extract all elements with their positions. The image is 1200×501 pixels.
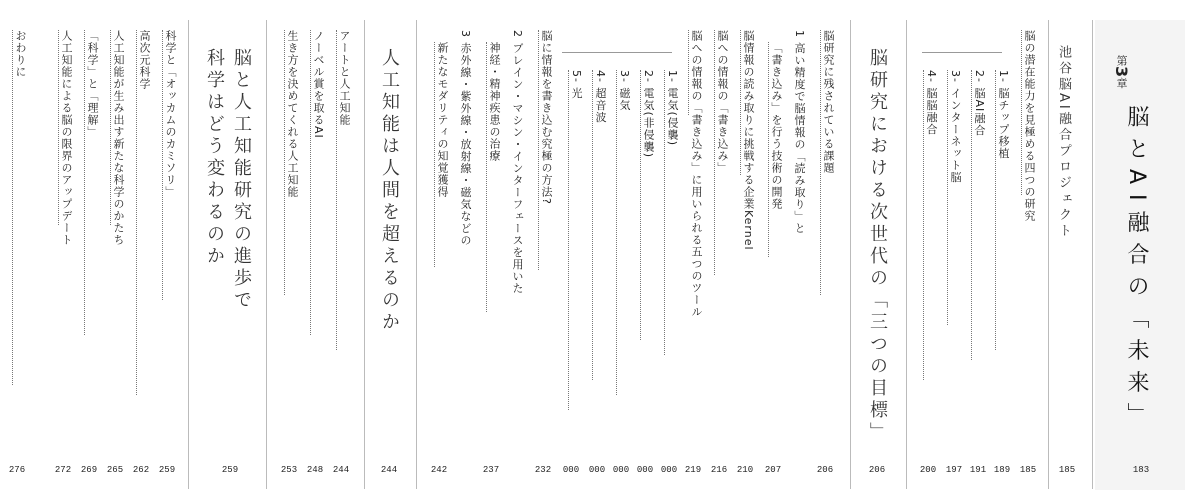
entry-text: 1- 脳チップ移植: [997, 70, 1010, 160]
chapter-page: 183: [1132, 465, 1150, 475]
toc-entry[interactable]: [592, 70, 606, 380]
entry-text: おわりに: [14, 30, 27, 78]
toc-entry[interactable]: [460, 30, 471, 247]
toc-entry[interactable]: [110, 30, 124, 246]
entry-page: 216: [710, 465, 728, 475]
list-divider: [922, 52, 1002, 53]
entry-page: 262: [132, 465, 150, 475]
toc-entry[interactable]: [995, 70, 1009, 350]
toc-entry[interactable]: [794, 30, 805, 235]
toc-entry[interactable]: [740, 30, 754, 251]
entry-page: 237: [482, 465, 500, 475]
divider: [906, 20, 907, 489]
entry-page: 000: [612, 465, 630, 475]
toc-entry[interactable]: [512, 30, 523, 295]
entry-page: 253: [280, 465, 298, 475]
toc-entry[interactable]: [310, 30, 324, 335]
entry-text: 3- インターネット脳: [949, 70, 962, 184]
chapter-title: 脳とAI融合の「未来」: [1124, 105, 1149, 435]
entry-text: アートと人工知能: [338, 30, 351, 126]
divider: [850, 20, 851, 489]
entry-text: 脳への情報の「書き込み」: [716, 30, 729, 174]
entry-text: 「科学」と「理解」: [86, 30, 99, 138]
entry-page: 210: [736, 465, 754, 475]
list-divider: [562, 52, 672, 53]
entry-text: 3- 磁気: [618, 70, 631, 112]
entry-page: 197: [945, 465, 963, 475]
entry-page: 000: [588, 465, 606, 475]
entry-text: 人工知能による脳の限界のアップデート: [60, 30, 73, 246]
entry-page: 276: [8, 465, 26, 475]
entry-text: 「書き込み」を行う技術の開発: [770, 42, 783, 210]
entry-text: 5- 光: [570, 70, 583, 100]
part-title: 脳研究における次世代の「三つの目標」: [867, 48, 888, 444]
divider: [266, 20, 267, 489]
toc-entry[interactable]: [768, 42, 782, 257]
entry-text: 生き方を決めてくれる人工知能: [286, 30, 299, 198]
entry-text: 脳に情報を書き込む究極の方法?: [540, 30, 553, 205]
entry-page: 206: [816, 465, 834, 475]
entry-page: 219: [684, 465, 702, 475]
toc-entry[interactable]: [568, 70, 582, 410]
entry-text: 2 ブレイン・マシン・インターフェースを用いた: [511, 30, 524, 295]
entry-page: 185: [1019, 465, 1037, 475]
part-title-line-1: 脳と人工知能研究の進歩で: [231, 48, 252, 312]
entry-page: 232: [534, 465, 552, 475]
divider: [416, 20, 417, 489]
toc-entry[interactable]: [12, 30, 26, 385]
entry-page: 191: [969, 465, 987, 475]
entry-text: 高次元科学: [138, 30, 151, 90]
toc-entry[interactable]: [538, 30, 552, 270]
toc-entry[interactable]: [947, 70, 961, 325]
chapter-label-prefix: 第: [1115, 55, 1128, 66]
entry-page: 189: [993, 465, 1011, 475]
toc-entry[interactable]: [640, 70, 654, 340]
toc-entry[interactable]: [971, 70, 985, 360]
part-page: 259: [221, 465, 239, 475]
entry-page: 259: [158, 465, 176, 475]
entry-text: 1- 電気(侵襲): [666, 70, 679, 147]
entry-text: ノーベル賞を取るAI: [312, 30, 325, 139]
entry-text: 2- 脳AI融合: [973, 70, 986, 137]
entry-text: 新たなモダリティの知覚獲得: [436, 42, 449, 198]
entry-page: 207: [764, 465, 782, 475]
entry-text: 脳情報の読み取りに挑戦する企業Kernel: [742, 30, 755, 251]
divider: [364, 20, 365, 489]
entry-text: 脳研究に残されている課題: [822, 30, 835, 174]
entry-page: 242: [430, 465, 448, 475]
leader-dots: [12, 30, 15, 385]
toc-entry[interactable]: [136, 30, 150, 395]
toc-entry[interactable]: [486, 42, 500, 312]
part-page: 244: [380, 465, 398, 475]
toc-entry[interactable]: [434, 42, 448, 267]
entry-page: 272: [54, 465, 72, 475]
entry-text: 科学と「オッカムのカミソリ」: [164, 30, 177, 198]
entry-text: 人工知能が生み出す新たな科学のかたち: [112, 30, 125, 246]
toc-entry[interactable]: [820, 30, 834, 295]
project-title: 池谷脳AI融合プロジェクト: [1056, 45, 1071, 240]
entry-page: 244: [332, 465, 350, 475]
chapter-label: [1113, 55, 1129, 88]
entry-text: 脳への情報の「書き込み」に用いられる五つのツール: [690, 30, 703, 318]
toc-entry[interactable]: [84, 30, 98, 335]
divider: [188, 20, 189, 489]
divider: [1048, 20, 1049, 489]
divider: [1092, 20, 1093, 489]
entry-text: 1 高い精度で脳情報の「読み取り」と: [793, 30, 806, 235]
entry-page: 269: [80, 465, 98, 475]
part-title: 人工知能は人間を超えるのか: [379, 48, 400, 334]
toc-entry[interactable]: [58, 30, 72, 246]
entry-page: 000: [562, 465, 580, 475]
toc-entry[interactable]: [714, 30, 728, 275]
chapter-number: 3: [1112, 66, 1131, 78]
project-page: 185: [1058, 465, 1076, 475]
leader-dots: [568, 70, 571, 410]
entry-page: 265: [106, 465, 124, 475]
entry-text: 4- 脳脳融合: [925, 70, 938, 136]
part-page: 206: [868, 465, 886, 475]
leader-dots: [616, 70, 619, 395]
entry-page: 000: [660, 465, 678, 475]
toc-entry[interactable]: [284, 30, 298, 295]
toc-entry[interactable]: [336, 30, 350, 350]
entry-page: 200: [919, 465, 937, 475]
part-title-line-2: 科学はどう変わるのか: [204, 48, 225, 268]
entry-text: 2- 電気(非侵襲): [642, 70, 655, 159]
toc-entry[interactable]: [923, 70, 937, 380]
entry-text: 3 赤外線・紫外線・放射線・磁気などの: [459, 30, 472, 247]
entry-text: 脳の潜在能力を見極める四つの研究: [1023, 30, 1036, 222]
toc-entry[interactable]: [688, 30, 702, 318]
entry-text: 神経・精神疾患の治療: [488, 42, 501, 162]
entry-page: 000: [636, 465, 654, 475]
entry-text: 4- 超音波: [594, 70, 607, 124]
toc-entry[interactable]: [616, 70, 630, 395]
toc-entry[interactable]: [664, 70, 678, 355]
toc-entry[interactable]: [162, 30, 176, 300]
toc-entry[interactable]: [1021, 30, 1035, 222]
entry-page: 248: [306, 465, 324, 475]
chapter-label-suffix: 章: [1115, 77, 1128, 89]
